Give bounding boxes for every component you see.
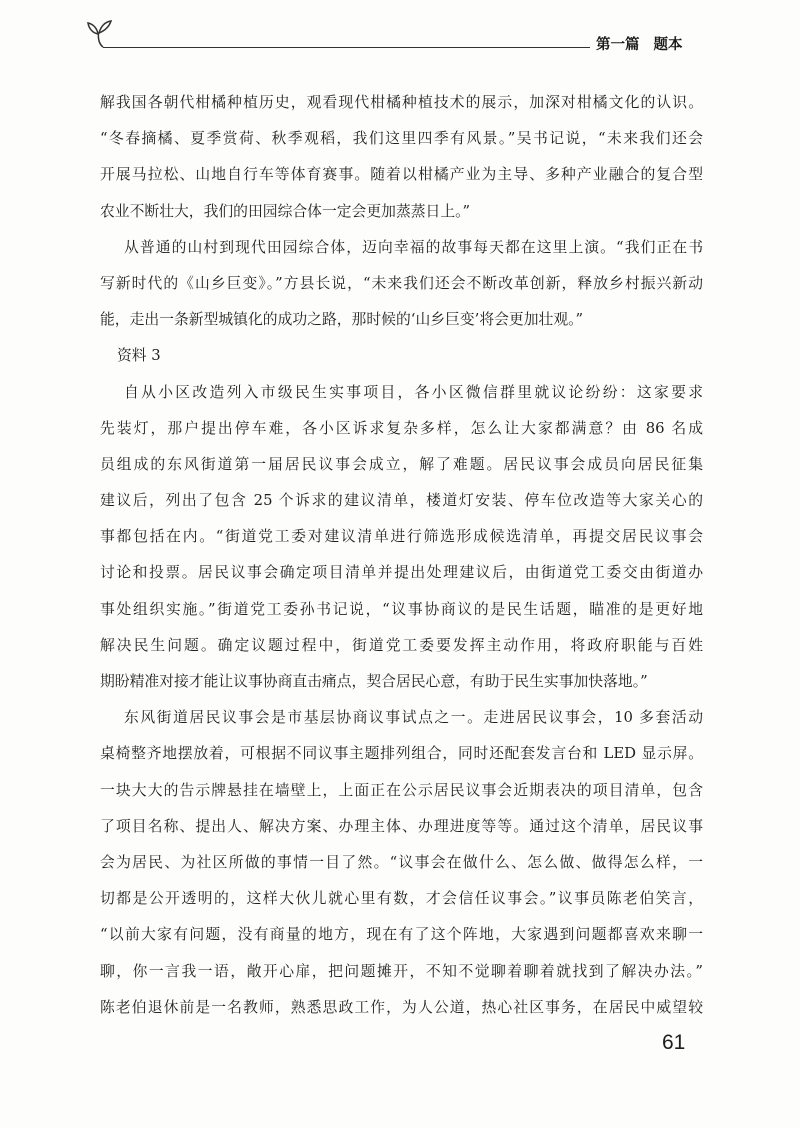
text-line: 桌椅整齐地摆放着，可根据不同议事主题排列组合，同时还配套发言台和 LED 显示屏。 — [100, 745, 703, 763]
text-line: 讨论和投票。居民议事会确定项目清单并提出处理建议后，由街道党工委交由街道办 — [100, 564, 703, 582]
sprout-icon — [84, 16, 114, 50]
paragraph-1 — [100, 85, 703, 230]
page-number: 61 — [662, 1031, 686, 1054]
text-line: 解我国各朝代柑橘种植历史，观看现代柑橘种植技术的展示，加深对柑橘文化的认识。 — [100, 94, 703, 111]
text-line: 写新时代的《山乡巨变》。”方县长说，“未来我们还会不断改革创新，释放乡村振兴新动 — [100, 274, 703, 292]
text-line: 解决民生问题。确定议题过程中，街道党工委要发挥主动作用，将政府职能与百姓 — [100, 636, 703, 654]
running-head — [596, 35, 683, 55]
text-line: 聊，你一言我一语，敞开心扉，把问题摊开，不知不觉聊着聊着就找到了解决办法。” — [100, 962, 703, 980]
text-line: 开展马拉松、山地自行车等体育赛事。随着以柑橘产业为主导、多种产业融合的复合型 — [100, 166, 703, 184]
text-line: 事都包括在内。“街道党工委对建议清单进行筛选形成候选清单，再提交居民议事会 — [100, 528, 703, 546]
text-line: 一块大大的告示牌悬挂在墙壁上，上面正在公示居民议事会近期表决的项目清单，包含 — [100, 781, 703, 799]
text-line: 能，走出一条新型城镇化的成功之路，那时候的‘山乡巨变’将会更加壮观。” — [100, 311, 584, 329]
running-head-section: 第一篇 — [596, 37, 640, 53]
text-line: 先装灯，那户提出停车难，各小区诉求复杂多样，怎么让大家都满意？由 86 名成 — [100, 419, 703, 437]
text-line: “以前大家有问题，没有商量的地方，现在有了这个阵地，大家遇到问题都喜欢来聊一 — [100, 926, 703, 944]
text-line: 会为居民、为社区所做的事情一目了然。“议事会在做什么、怎么做、做得怎么样，一 — [100, 853, 703, 871]
header-rule — [103, 47, 590, 48]
paragraph-2 — [100, 230, 703, 339]
text-line: 事处组织实施。”街道党工委孙书记说，“议事协商议的是民生话题，瞄准的是更好地 — [100, 600, 703, 618]
text-line: “冬春摘橘、夏季赏荷、秋季观稻，我们这里四季有风景。”吴书记说，“未来我们还会 — [100, 130, 703, 148]
text-line: 切都是公开透明的，这样大伙儿就心里有数，才会信任议事会。”议事员陈老伯笑言， — [100, 890, 703, 908]
text-line: 建议后，列出了包含 25 个诉求的建议清单，楼道灯安装、停车位改造等大家关心的 — [100, 492, 703, 510]
text-line: 东风街道居民议事会是市基层协商议事试点之一。走进居民议事会，10 多套活动 — [124, 709, 703, 727]
text-line: 员组成的东风街道第一届居民议事会成立，解了难题。居民议事会成员向居民征集 — [100, 455, 703, 473]
text-line: 期盼精准对接才能让议事协商直击痛点，契合居民心意，有助于民生实事加快落地。” — [100, 673, 648, 690]
text-line: 自从小区改造列入市级民生实事项目，各小区微信群里就议论纷纷：这家要求 — [124, 383, 703, 401]
text-line: 了项目名称、提出人、解决方案、办理主体、办理进度等等。通过这个清单，居民议事 — [100, 817, 703, 835]
text-line: 农业不断壮大，我们的田园综合体一定会更加蒸蒸日上。” — [100, 202, 471, 220]
text-line: 从普通的山村到现代田园综合体，迈向幸福的故事每天都在这里上演。“我们正在书 — [124, 238, 703, 256]
body-text — [100, 85, 703, 1026]
paragraph-3 — [100, 375, 703, 701]
running-head-title: 题本 — [653, 37, 683, 53]
text-line: 陈老伯退休前是一名教师，熟悉思政工作，为人公道，热心社区事务，在居民中威望较 — [100, 998, 703, 1016]
material-heading: 资料 3 — [117, 347, 161, 365]
paragraph-4 — [100, 700, 703, 1026]
